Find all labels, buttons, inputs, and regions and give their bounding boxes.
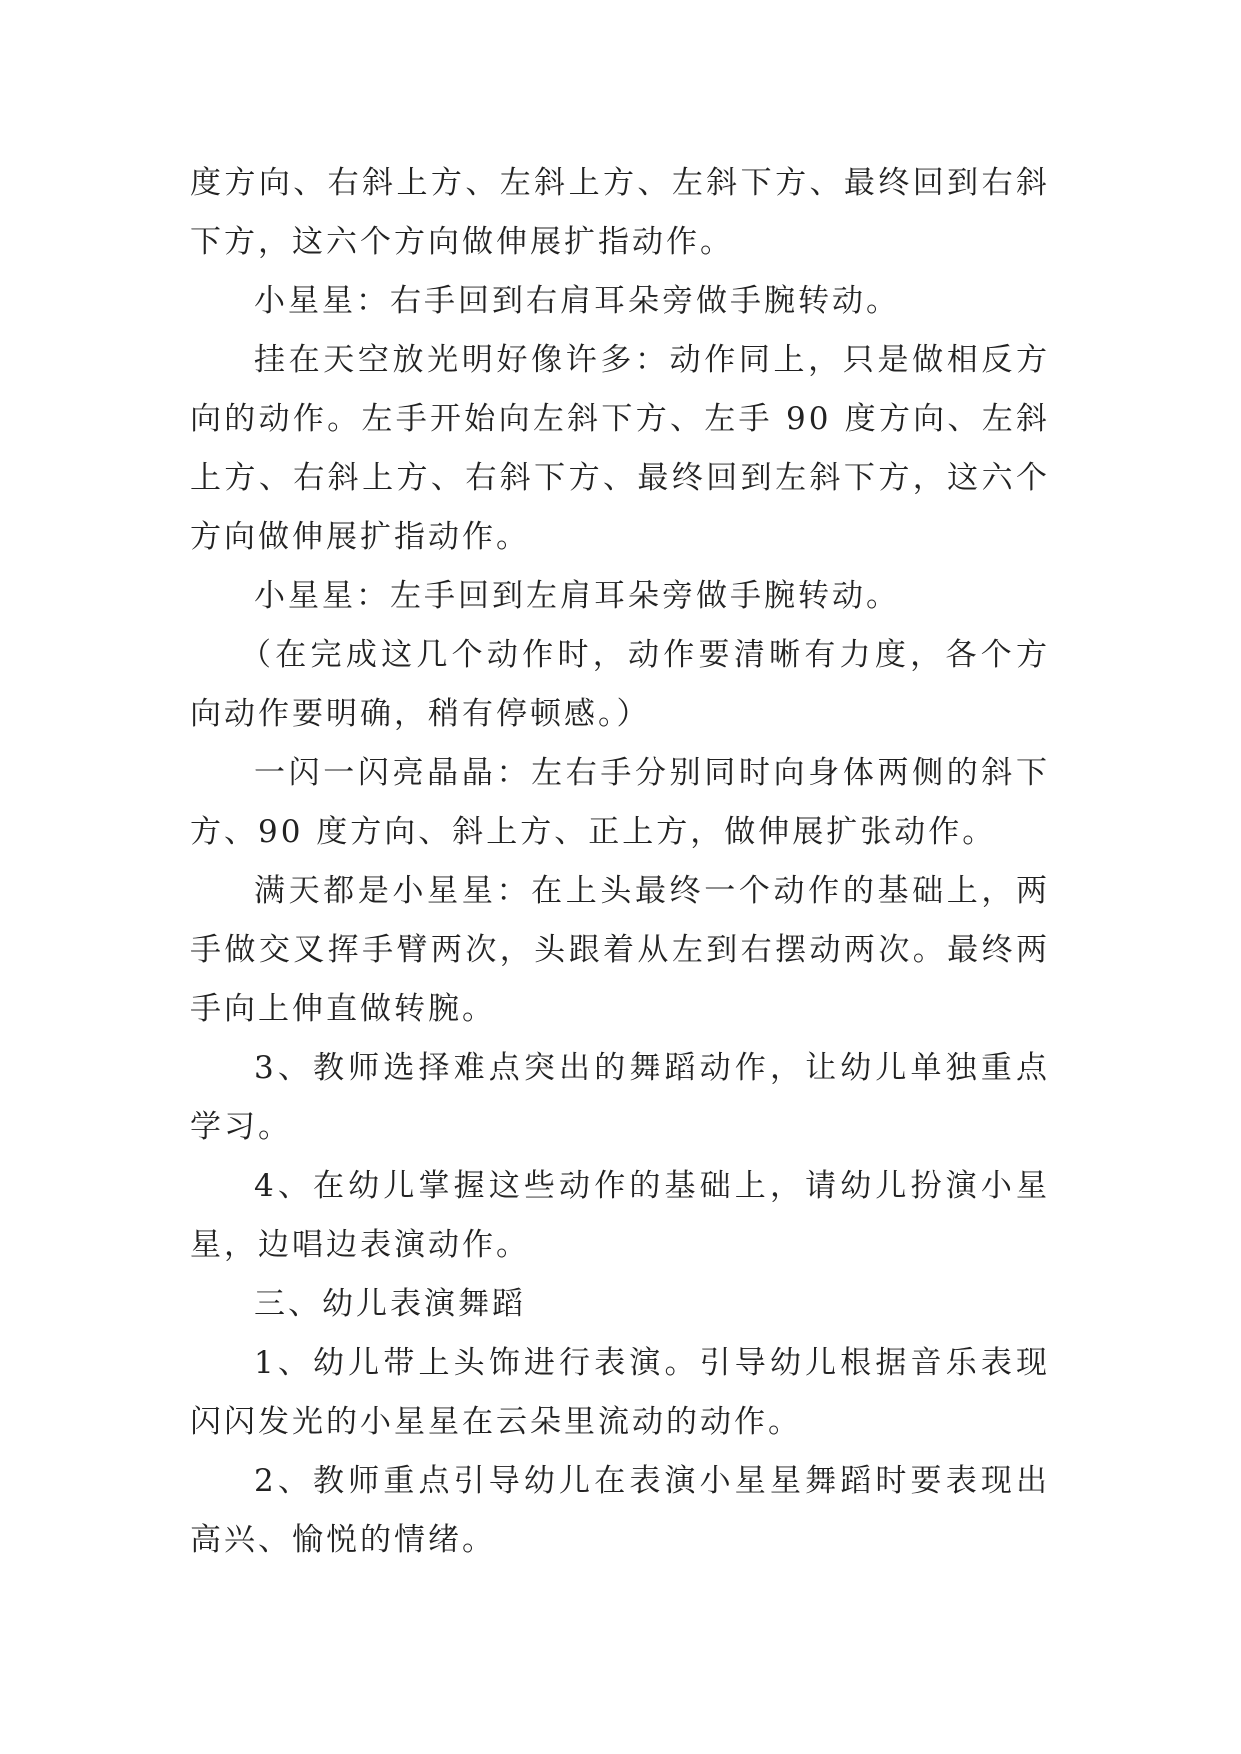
paragraph-9: 4、在幼儿掌握这些动作的基础上，请幼儿扮演小星星，边唱边表演动作。	[190, 1168, 1050, 1263]
paragraph-11: 1、幼儿带上头饰进行表演。引导幼儿根据音乐表现闪闪发光的小星星在云朵里流动的动作。	[190, 1345, 1050, 1440]
paragraph-1: 度方向、右斜上方、左斜上方、左斜下方、最终回到右斜下方，这六个方向做伸展扩指动作。	[190, 165, 1050, 260]
document-body	[190, 154, 1050, 1570]
paragraph-7: 满天都是小星星：在上头最终一个动作的基础上，两手做交叉挥手臂两次，头跟着从左到右摆动两次。最终两手向上伸直做转腕。	[190, 873, 1050, 1027]
paragraph-6: 一闪一闪亮晶晶：左右手分别同时向身体两侧的斜下方、90 度方向、斜上方、正上方，做伸展扩张动作。	[190, 755, 1050, 850]
paragraph-4: 小星星：左手回到左肩耳朵旁做手腕转动。	[254, 578, 900, 614]
paragraph-12: 2、教师重点引导幼儿在表演小星星舞蹈时要表现出高兴、愉悦的情绪。	[190, 1463, 1050, 1558]
paragraph-5: （在完成这几个动作时，动作要清晰有力度，各个方向动作要明确，稍有停顿感。）	[190, 637, 1050, 732]
paragraph-2: 小星星：右手回到右肩耳朵旁做手腕转动。	[254, 283, 900, 319]
paragraph-8: 3、教师选择难点突出的舞蹈动作，让幼儿单独重点学习。	[190, 1050, 1050, 1145]
section-heading: 三、幼儿表演舞蹈	[254, 1286, 526, 1322]
paragraph-3: 挂在天空放光明好像许多：动作同上，只是做相反方向的动作。左手开始向左斜下方、左手 90 度方向、左斜上方、右斜上方、右斜下方、最终回到左斜下方，这六个方向做伸展扩指动作。	[190, 342, 1050, 555]
